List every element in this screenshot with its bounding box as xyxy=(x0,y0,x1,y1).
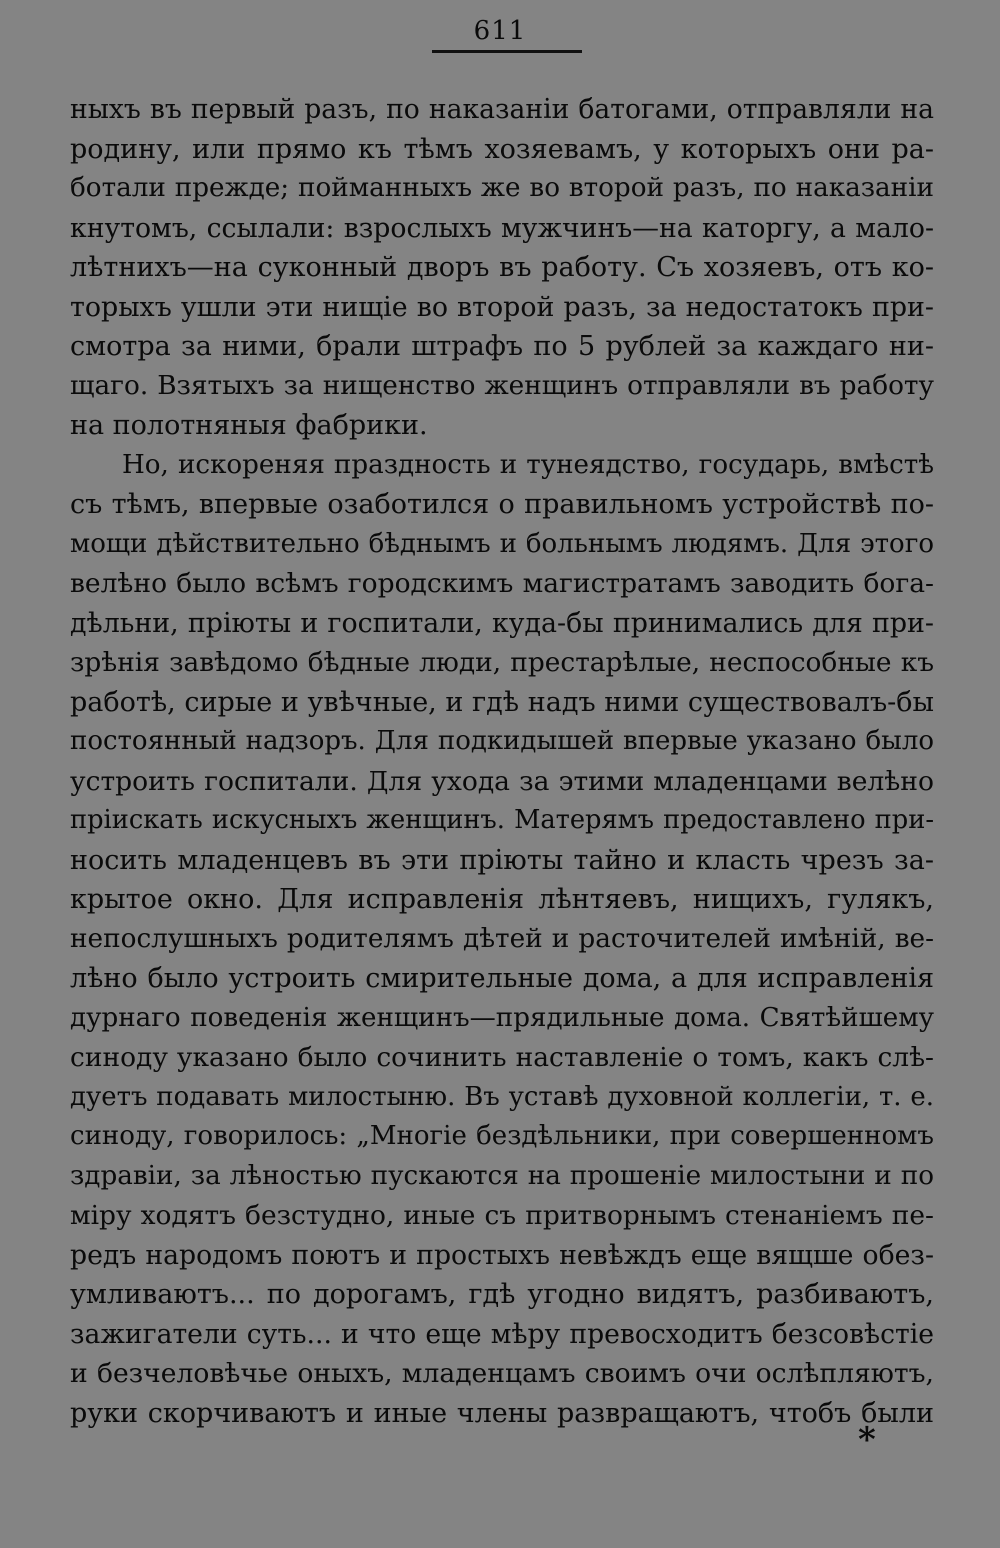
text-line: міру ходятъ безстудно, иные съ притворнымъ стенаніемъ пе- xyxy=(70,1200,934,1231)
paragraph-1 xyxy=(70,90,934,446)
text-line: зажигатели суть... и что еще мѣру превосходитъ безсовѣстіе xyxy=(70,1318,934,1350)
signature-mark: * xyxy=(858,1420,876,1460)
text-line: синоду, говорилось: „Многіе бездѣльники, при совершенномъ xyxy=(70,1121,934,1151)
header-rule xyxy=(432,50,582,53)
text-line: дѣльни, пріюты и госпитали, куда-бы принимались для при- xyxy=(70,607,934,639)
text-line: съ тѣмъ, впервые озаботился о правильномъ устройствѣ по- xyxy=(70,489,934,520)
text-line: и безчеловѣчье оныхъ, младенцамъ своимъ очи ослѣпляютъ, xyxy=(70,1358,934,1389)
text-line: непослушныхъ родителямъ дѣтей и расточителей имѣній, ве- xyxy=(70,923,934,954)
text-line: щаго. Взятыхъ за нищенство женщинъ отправляли въ работу xyxy=(70,370,934,401)
text-line: постоянный надзоръ. Для подкидышей впервые указано было xyxy=(70,726,934,756)
text-line: торыхъ ушли эти нищіе во второй разъ, за недостатокъ при- xyxy=(70,291,934,323)
text-line: Но, искореняя праздность и тунеядство, государь, вмѣстѣ xyxy=(122,449,934,480)
body-text xyxy=(70,90,934,1433)
page-number: 611 xyxy=(473,16,527,46)
text-line: устроить госпитали. Для ухода за этими младенцами велѣно xyxy=(70,765,934,797)
text-line: дуетъ подавать милостыню. Въ уставѣ духовной коллегіи, т. е. xyxy=(70,1081,934,1112)
text-line: кнутомъ, ссылали: взрослыхъ мужчинъ—на каторгу, а мало- xyxy=(70,212,934,244)
text-line: здравіи, за лѣностью пускаются на прошеніе милостыни и по xyxy=(70,1160,934,1191)
paragraph-2 xyxy=(70,446,934,1434)
text-line: лѣтнихъ—на суконный дворъ въ работу. Съ хозяевъ, отъ ко- xyxy=(70,252,934,283)
text-line: работѣ, сирые и увѣчные, и гдѣ надъ ними существовалъ-бы xyxy=(70,686,934,718)
text-line: мощи дѣйствительно бѣднымъ и больнымъ людямъ. Для этого xyxy=(70,528,934,559)
text-line: пріискать искусныхъ женщинъ. Матерямъ предоставлено при- xyxy=(70,805,934,835)
text-line: крытое окно. Для исправленія лѣнтяевъ, нищихъ, гулякъ, xyxy=(70,884,934,915)
text-line: синоду указано было сочинить наставленіе о томъ, какъ слѣ- xyxy=(70,1042,934,1073)
text-line: умливаютъ... по дорогамъ, гдѣ угодно видятъ, разбиваютъ, xyxy=(70,1279,934,1310)
text-line: носить младенцевъ въ эти пріюты тайно и класть чрезъ за- xyxy=(70,844,934,876)
text-line: ныхъ въ первый разъ, по наказаніи батогами, отправляли на xyxy=(70,94,934,125)
text-line: дурнаго поведенія женщинъ—прядильные дома. Святѣйшему xyxy=(70,1002,934,1033)
text-line: руки скорчиваютъ и иные члены развращаютъ, чтобъ были xyxy=(70,1397,934,1429)
text-line: редъ народомъ поютъ и простыхъ невѣждъ еще вящше обез- xyxy=(70,1239,934,1271)
text-line: лѣно было устроить смирительные дома, а для исправленія xyxy=(70,963,934,994)
text-line: на полотняныя фабрики. xyxy=(70,410,428,441)
text-line: смотра за ними, брали штрафъ по 5 рублей за каждаго ни- xyxy=(70,331,934,362)
text-line: велѣно было всѣмъ городскимъ магистратамъ заводить бога- xyxy=(70,568,934,599)
text-line: родину, или прямо къ тѣмъ хозяевамъ, у которыхъ они ра- xyxy=(70,133,934,165)
text-line: зрѣнія завѣдомо бѣдные люди, престарѣлые, неспособные къ xyxy=(70,647,934,678)
text-line: ботали прежде; пойманныхъ же во второй разъ, по наказаніи xyxy=(70,173,934,203)
